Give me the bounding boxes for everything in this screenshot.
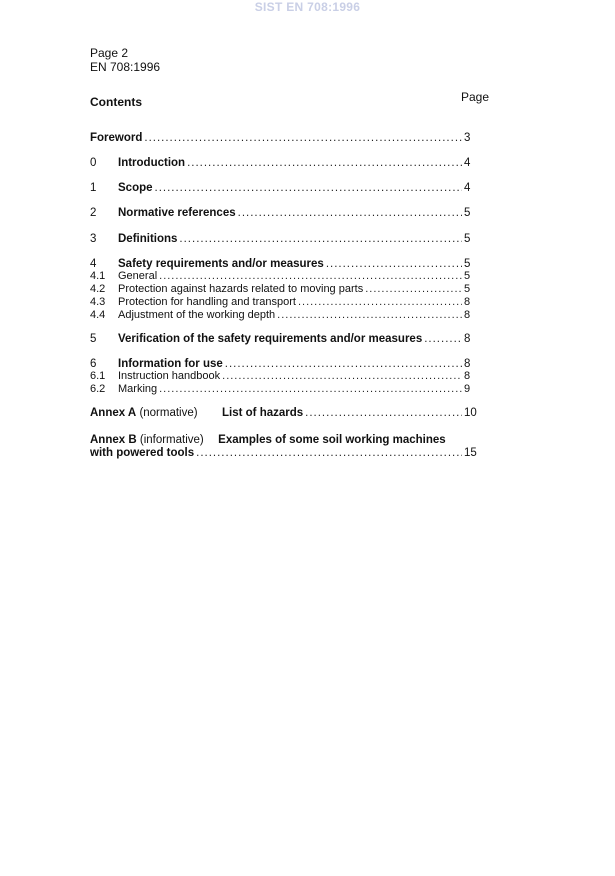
toc-entry-moving-parts[interactable] [90,283,478,296]
toc-title: Adjustment of the working depth [118,309,276,321]
toc-page: 10 [464,407,477,419]
toc-number: 4.1 [90,270,106,282]
toc-page: 3 [464,132,471,144]
dot-leader [238,206,462,220]
annex-title: List of hazards [222,407,304,419]
page-number: Page 2 [90,46,129,60]
toc-number: 2 [90,207,97,219]
toc-title: Protection against hazards related to moving parts [118,283,364,295]
dot-leader [222,370,462,383]
standard-id: EN 708:1996 [90,60,161,74]
toc-number: 6.1 [90,370,106,382]
toc-title: Definitions [118,233,178,245]
dot-leader [155,181,462,195]
toc-title: Scope [118,182,153,194]
dot-leader [298,296,462,309]
toc-page: 5 [464,233,471,245]
toc-entry-introduction[interactable] [90,156,478,170]
toc-entry-working-depth[interactable] [90,309,478,322]
toc-page: 5 [464,207,471,219]
toc-entry-definitions[interactable] [90,232,478,246]
toc-entry-normative-references[interactable] [90,206,478,220]
dot-leader [277,309,462,322]
toc-title: Foreword [90,132,143,144]
dot-leader [159,270,462,283]
dot-leader [225,357,462,371]
annex-label: Annex B [90,434,137,446]
toc-title: General [118,270,158,282]
toc-page: 4 [464,182,471,194]
toc-number: 5 [90,333,97,345]
toc-number: 4.4 [90,309,106,321]
toc-page: 4 [464,157,471,169]
toc-title: Protection for handling and transport [118,296,296,308]
toc-number: 1 [90,182,97,194]
annex-label: Annex A [90,407,137,419]
toc-page: 15 [464,447,477,459]
toc-number: 4.3 [90,296,106,308]
toc-title: Instruction handbook [118,370,221,382]
toc-title: Normative references [118,207,236,219]
toc-entry-verification[interactable] [90,332,478,346]
dot-leader [144,131,462,145]
dot-leader [365,283,462,296]
toc-page: 5 [464,258,471,270]
dot-leader [159,383,462,396]
toc-title: Information for use [118,358,223,370]
toc-page: 5 [464,270,471,282]
dot-leader [326,257,462,271]
toc-page: 5 [464,283,471,295]
annex-type: (informative) [139,434,204,446]
toc-entry-annex-b-line2[interactable] [90,446,478,460]
toc-entry-instruction-handbook[interactable] [90,370,478,383]
toc-number: 0 [90,157,97,169]
toc-entry-foreword[interactable] [90,131,478,145]
toc-number: 4 [90,258,97,270]
toc-entry-annex-b-line1[interactable] [90,433,446,447]
page-column-label: Page [461,90,490,104]
toc-number: 6 [90,358,97,370]
watermark: SIST EN 708:1996 [254,0,361,14]
toc-entry-safety-requirements[interactable] [90,257,478,271]
toc-title: Marking [118,383,158,395]
toc-number: 4.2 [90,283,106,295]
dot-leader [187,156,462,170]
dot-leader [196,446,462,460]
annex-type: (normative) [139,407,198,419]
toc-title: Verification of the safety requirements and/or measures [118,333,423,345]
toc-page: 9 [464,383,471,395]
annex-title: Examples of some soil working machines [218,434,446,446]
toc-entry-scope[interactable] [90,181,478,195]
toc-entry-marking[interactable] [90,383,478,396]
page-header [90,46,160,74]
toc-number: 6.2 [90,383,106,395]
dot-leader [179,232,462,246]
dot-leader [424,332,462,346]
toc-page: 8 [464,358,471,370]
toc-title [90,406,303,420]
toc-page: 8 [464,309,471,321]
dot-leader [305,406,462,420]
toc-entry-information-for-use[interactable] [90,357,478,371]
toc-page: 8 [464,370,471,382]
annex-title-cont: with powered tools [90,447,195,459]
toc-page: 8 [464,333,471,345]
toc-title: Introduction [118,157,186,169]
toc-number: 3 [90,233,97,245]
contents-title: Contents [90,95,142,109]
toc-title: Safety requirements and/or measures [118,258,324,270]
toc-page: 8 [464,296,471,308]
toc-entry-handling-transport[interactable] [90,296,478,309]
toc-entry-annex-a[interactable] [90,406,478,420]
toc-entry-general[interactable] [90,270,478,283]
